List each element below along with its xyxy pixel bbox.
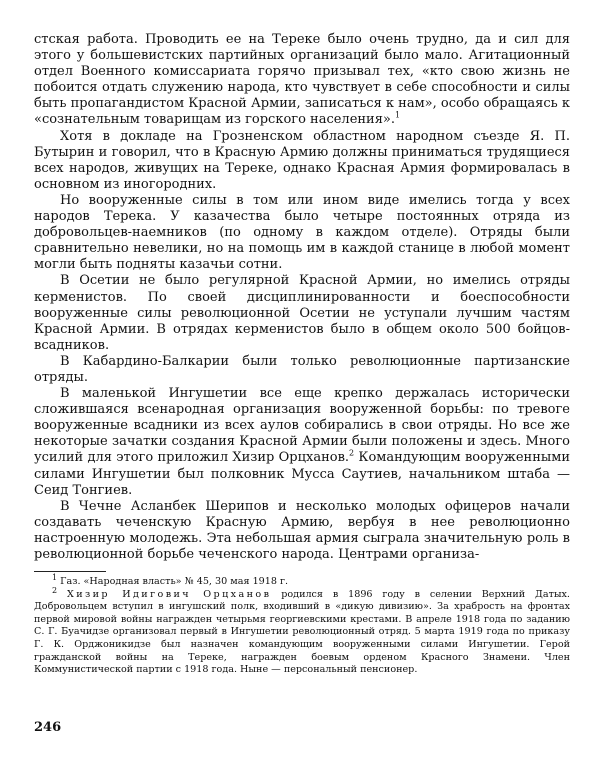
- paragraph-chechnya: В Чечне Асланбек Шерипов и несколько молодых офицеров начали создавать чеченскую Красную Армию, вербуя в нее революционно настроенную молодежь. Эта небольшая армия сыграла значительную роль в революционной борьбе чеченского народа. Центрами организа-: [34, 498, 570, 562]
- footnote-mark-1: 1: [52, 572, 58, 582]
- paragraph-text: стская работа. Проводить ее на Тереке было очень трудно, да и сил для этого у большевистских партийных организаций было мало. Агитационный отдел Военного комиссариата горячо призывал тех, «кто свою жизнь не побоится отдать служению народа, кто чувствует в себе способности и силы быть пропагандистом Красной Армии, записаться к нам», особо обращаясь к «сознательным товарищам из горского населения».: [34, 32, 571, 128]
- paragraph-ingushetia: [34, 386, 570, 499]
- footnote-1-text: Газ. «Народная власть» № 45, 30 мая 1918 г.: [60, 576, 289, 588]
- paragraph-armed-forces: Но вооруженные силы в том или ином виде имелись тогда у всех народов Терека. У казачества было четыре постоянных отряда из добровольцев-наемников (по одному в каждом отделе). Отряды были сравнительно невелики, но на помощь им в каждой станице в любой момент могли быть подняты казачьи сотни.: [34, 192, 570, 273]
- paragraph-text: В маленькой Ингушетии все еще крепко держалась исторически сложившаяся всенародная организация вооруженной борьбы: по тревоге вооруженные всадники из всех аулов собирались в свои отряды. Но все же некоторые зачатки создания Красной Армии были положены и здесь. Много усилий для этого приложил Хизир Орцханов.: [34, 386, 570, 466]
- footnote-ref-1[interactable]: 1: [395, 111, 401, 121]
- book-page: [34, 32, 570, 677]
- paragraph-agitation: [34, 32, 570, 129]
- footnote-2: [34, 585, 570, 677]
- paragraph-text-cont: Командующим вооруженными силами Ингушетии был полковник Мусса Саутиев, начальником штаба — Сеид Тонгиев.: [34, 450, 570, 498]
- footnote-divider: [34, 571, 106, 572]
- footnote-mark-2: 2: [52, 585, 58, 595]
- footnote-ref-2[interactable]: 2: [349, 449, 355, 459]
- paragraph-ossetia: В Осетии не было регулярной Красной Армии, но имелись отряды керменистов. По своей дисциплинированности и боеспособности вооруженные силы революционной Осетии не уступали лучшим частям Красной Армии. В отрядах керменистов было в общем около 500 бойцов-всадников.: [34, 273, 570, 353]
- paragraph-kabardino-balkaria: В Кабардино-Балкарии были только революционные партизанские отряды.: [34, 353, 570, 385]
- page-number: 246: [34, 720, 62, 735]
- paragraph-butyrin: Хотя в докладе на Грозненском областном народном съезде Я. П. Бутырин и говорил, что в Красную Армию должны приниматься трудящиеся всех народов, живущих на Тереке, однако Красная Армия формировалась в основном из иногородних.: [34, 128, 570, 192]
- footnote-2-name: Хизир Идигович Орцханов: [66, 588, 272, 600]
- footnote-1: [34, 572, 570, 589]
- footnote-2-text: родился в 1896 году в селении Верхний Датых. Добровольцем вступил в ингушский полк, входивший в «дикую дивизию». За храбрость на фронтах первой мировой войны награжден четырьмя георгиевскими крестами. В апреле 1918 года по заданию С. Г. Буачидзе организовал первый в Ингушетии революционный отряд. 5 марта 1919 года по приказу Г. К. Орджоникидзе был назначен командующим вооруженными силами Ингушетии. Герой гражданской войны на Тереке, награжден боевым орденом Красного Знамени. Член Коммунистической партии с 1918 года. Ныне — персональный пенсионер.: [34, 588, 570, 676]
